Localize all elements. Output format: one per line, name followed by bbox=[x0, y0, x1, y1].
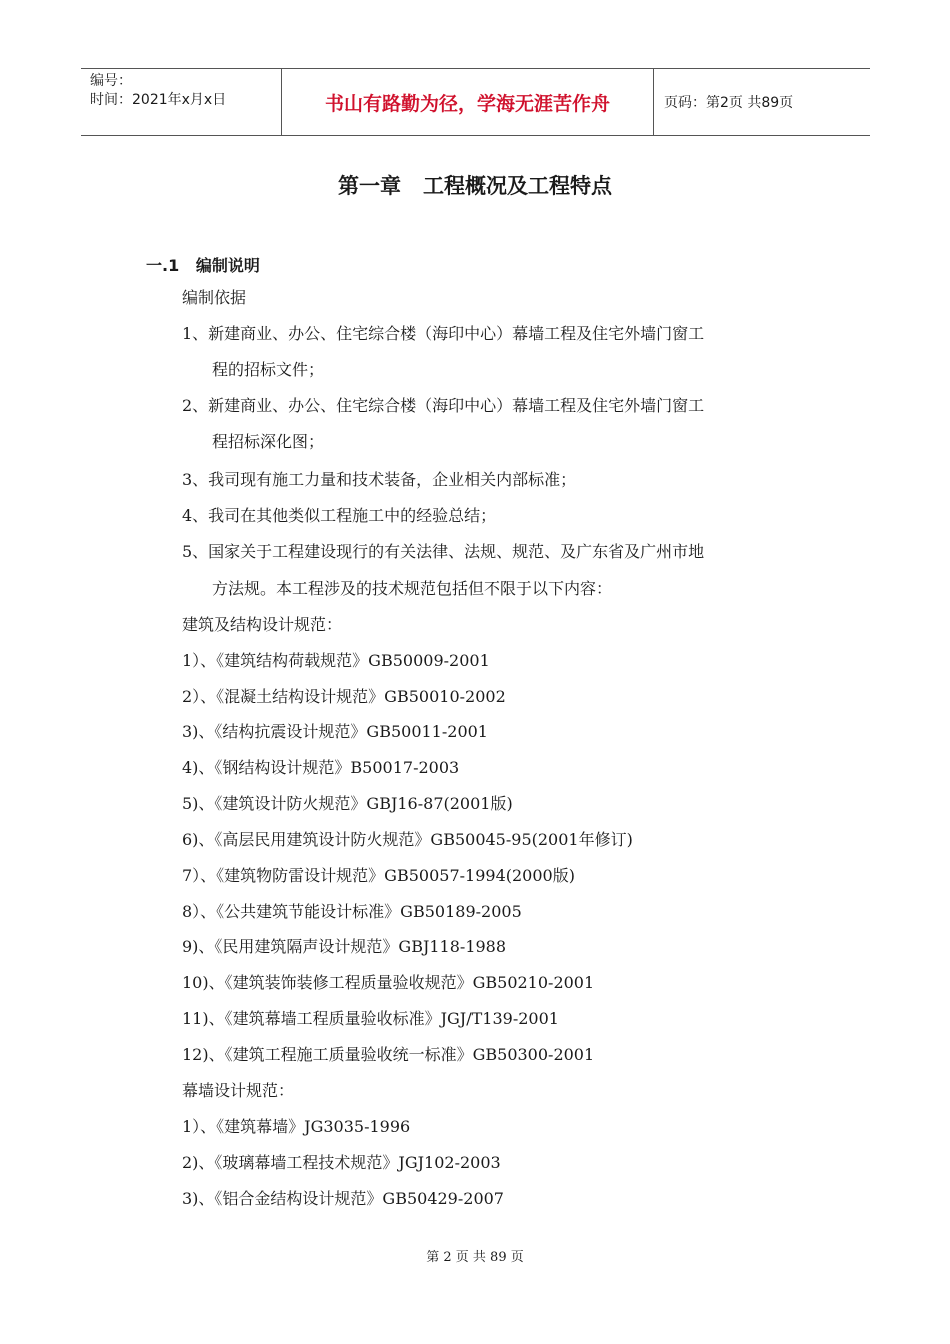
body-line: 4、我司在其他类似工程施工中的经验总结； bbox=[182, 506, 497, 525]
document-number-label: 编号： bbox=[90, 73, 132, 89]
body-line: 5)、《建筑设计防火规范》GBJ16-87(2001版) bbox=[182, 794, 513, 813]
document-time-label: 时间：2021年x月x日 bbox=[90, 92, 227, 108]
body-line: 4)、《钢结构设计规范》B50017-2003 bbox=[182, 758, 460, 777]
body-line: 1、新建商业、办公、住宅综合楼（海印中心）幕墙工程及住宅外墙门窗工 bbox=[182, 324, 705, 343]
body-line: 2)、《玻璃幕墙工程技术规范》JGJ102-2003 bbox=[182, 1153, 501, 1172]
body-line: 2）、《混凝土结构设计规范》GB50010-2002 bbox=[182, 687, 506, 706]
body-line: 3、我司现有施工力量和技术装备，企业相关内部标准； bbox=[182, 470, 577, 489]
body-line: 3)、《铝合金结构设计规范》GB50429-2007 bbox=[182, 1189, 504, 1208]
body-line: 1）、《建筑幕墙》JG3035-1996 bbox=[182, 1117, 411, 1136]
body-line: 幕墙设计规范： bbox=[182, 1081, 295, 1100]
header-table bbox=[81, 68, 870, 136]
page-footer: 第 2 页 共 89 页 bbox=[426, 1250, 524, 1265]
body-line: 2、新建商业、办公、住宅综合楼（海印中心）幕墙工程及住宅外墙门窗工 bbox=[182, 396, 705, 415]
body-line: 7）、《建筑物防雷设计规范》GB50057-1994(2000版) bbox=[182, 866, 575, 885]
header-left-cell bbox=[81, 69, 281, 135]
body-line: 9)、《民用建筑隔声设计规范》GBJ118-1988 bbox=[182, 937, 507, 956]
body-line: 程的招标文件； bbox=[212, 360, 325, 379]
body-line: 方法规。本工程涉及的技术规范包括但不限于以下内容： bbox=[212, 579, 613, 598]
body-line: 11)、《建筑幕墙工程质量验收标准》JGJ/T139-2001 bbox=[182, 1009, 559, 1028]
body-line: 8）、《公共建筑节能设计标准》GB50189-2005 bbox=[182, 902, 522, 921]
body-line: 程招标深化图； bbox=[212, 432, 325, 451]
body-line: 建筑及结构设计规范： bbox=[182, 615, 343, 634]
body-line: 6)、《高层民用建筑设计防火规范》GB50045-95(2001年修订) bbox=[182, 830, 633, 849]
body-line: 10)、《建筑装饰装修工程质量验收规范》GB50210-2001 bbox=[182, 973, 595, 992]
section-heading: 一.1 编制说明 bbox=[146, 256, 260, 275]
body-line: 12)、《建筑工程施工质量验收统一标准》GB50300-2001 bbox=[182, 1045, 595, 1064]
header-page-info: 页码：第2页 共89页 bbox=[664, 95, 794, 111]
body-line: 5、国家关于工程建设现行的有关法律、法规、规范、及广东省及广州市地 bbox=[182, 542, 705, 561]
body-line: 1）、《建筑结构荷载规范》GB50009-2001 bbox=[182, 651, 490, 670]
body-line: 3)、《结构抗震设计规范》GB50011-2001 bbox=[182, 722, 488, 741]
body-line: 编制依据 bbox=[182, 288, 247, 307]
header-motto: 书山有路勤为径，学海无涯苦作舟 bbox=[281, 69, 654, 135]
chapter-title: 第一章 工程概况及工程特点 bbox=[338, 174, 612, 198]
